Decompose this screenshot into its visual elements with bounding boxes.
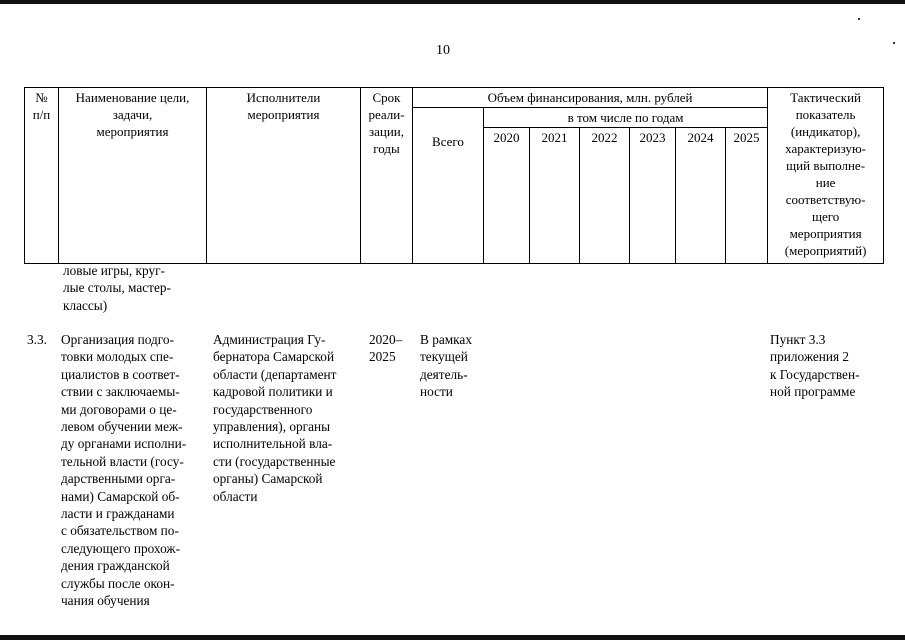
program-table-header [24, 87, 884, 264]
header-year-2024: 2024 [676, 128, 726, 264]
continuation-text: ловые игры, круг- лые столы, мастер- классы) [63, 263, 171, 313]
row-term: 2020– 2025 [369, 332, 403, 365]
header-year-2025: 2025 [726, 128, 768, 264]
header-term: Срок реали- зации, годы [361, 88, 413, 264]
scan-speck [858, 18, 860, 20]
header-indicator: Тактический показатель (индикатор), характеризую- щий выполне- ние соответствую- щего мероприятия (мероприятий) [768, 88, 884, 264]
header-executors: Исполнители мероприятия [207, 88, 361, 264]
scan-speck [893, 42, 895, 44]
page-number: 10 [436, 43, 450, 58]
header-total-label: Всего [432, 134, 464, 149]
row-indicator: Пункт 3.3 приложения 2 к Государствен- ной программе [770, 332, 860, 400]
header-by-years: в том числе по годам [484, 108, 768, 128]
header-year-2021: 2021 [530, 128, 580, 264]
header-name: Наименование цели, задачи, мероприятия [59, 88, 207, 264]
header-total [413, 108, 484, 264]
row-name: Организация подго- товки молодых спе- циалистов в соответ- ствии с заключаемы- ми договорами о це- левом обучении меж- ду органами исполни- тельной власти (госу- дарственными орга- нами) Самарской об- ласти и гражданами с обязательством по- следующего прохож- дения гражданской службы после окон- чания обучения [61, 332, 187, 609]
header-year-2023: 2023 [630, 128, 676, 264]
row-executors: Администрация Гу- бернатора Самарской области (департамент кадровой политики и государственного управления), органы исполнительной вла- сти (государственные органы) Самарской области [213, 332, 337, 504]
header-num: № п/п [25, 88, 59, 264]
row-total: В рамках текущей деятель- ности [420, 332, 472, 400]
header-year-2020: 2020 [484, 128, 530, 264]
top-border-line [0, 0, 905, 4]
row-num: 3.3. [27, 332, 47, 347]
header-year-2022: 2022 [580, 128, 630, 264]
bottom-border-line [0, 635, 905, 640]
header-funding: Объем финансирования, млн. рублей [413, 88, 768, 108]
